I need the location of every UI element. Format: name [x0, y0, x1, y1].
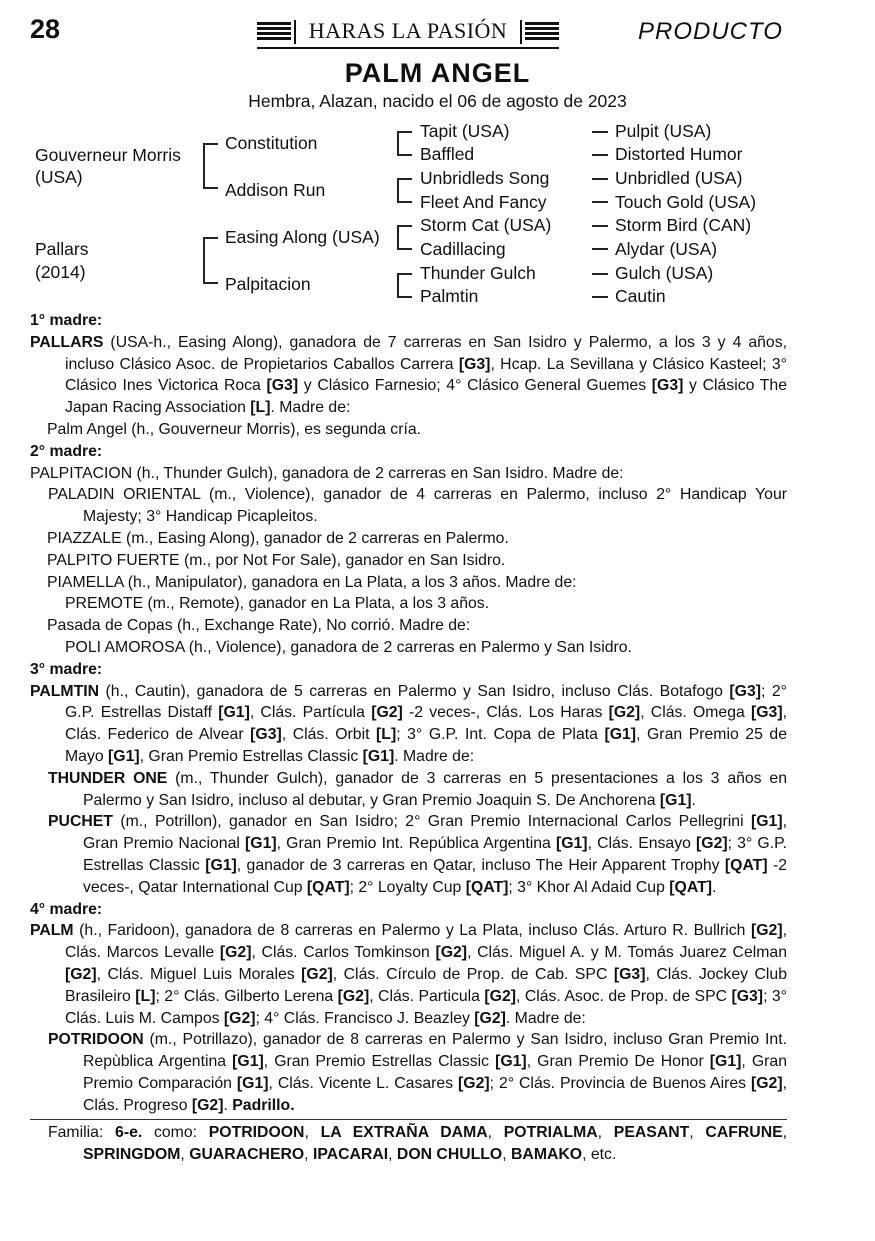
produce-record: [30, 310, 787, 1166]
paragraph-premote: PREMOTE (m., Remote), ganador en La Plata, a los 3 años.: [65, 595, 490, 613]
paragraph-palmtin: PALMTIN (h., Cautin), ganadora de 5 carreras en Palermo y San Isidro, incluso Clás. Botafogo [G3]; 2° G.P. Estrellas Distaff [G1], Clás. Partícula [G2] -2 veces-, Clás. Los Haras [G2], Clás. Omega [G3], Clás. Federico de Alvear [G3], Clás. Orbit [L]; 3° G.P. Int. Copa de Plata [G1], Gran Premio 25 de Mayo [G1], Gran Premio Estrellas Classic [G1]. Madre de:: [30, 682, 787, 765]
paragraph-paladin-oriental: PALADIN ORIENTAL (m., Violence), ganador de 4 carreras en Palermo, incluso 2° Handicap Your Majesty; 3° Handicap Picapleitos.: [48, 486, 787, 526]
paragraph-thunder-one: THUNDER ONE (m., Thunder Gulch), ganador de 3 carreras en 5 presentaciones a los 3 años en Palermo y San Isidro, incluso al debutar, y Gran Premio Joaquin S. De Anchorena [G1].: [48, 769, 787, 809]
page-number: 28: [30, 14, 61, 44]
paragraph-piazzale: PIAZZALE (m., Easing Along), ganador de 2 carreras en Palermo.: [47, 529, 509, 547]
horse-description: Hembra, Alazan, nacido el 06 de agosto de 2023: [248, 91, 627, 111]
pedigree-gen2-3: Easing Along (USA): [225, 227, 380, 247]
divider: [30, 1119, 787, 1120]
logo-text: HARAS LA PASIÓN: [308, 18, 508, 43]
pedigree-gen2-4: Palpitacion: [225, 274, 311, 294]
section-label: PRODUCTO: [638, 18, 783, 45]
haras-logo: [257, 18, 559, 48]
heading-2-madre: 2° madre:: [30, 442, 103, 460]
pedigree-gen4-3: Unbridled (USA): [615, 168, 743, 188]
sire-origin: (USA): [35, 167, 83, 187]
paragraph-piamella: PIAMELLA (h., Manipulator), ganadora en La Plata, a los 3 años. Madre de:: [47, 573, 577, 591]
dam-name: Pallars: [35, 239, 89, 259]
heading-4-madre: 4° madre:: [30, 900, 103, 918]
pedigree-gen3-3: Unbridleds Song: [420, 168, 550, 188]
paragraph-palpito-fuerte: PALPITO FUERTE (m., por Not For Sale), ganador en San Isidro.: [47, 551, 506, 569]
paragraph-palm-angel: Palm Angel (h., Gouverneur Morris), es segunda cría.: [47, 420, 422, 438]
paragraph-palm: PALM (h., Faridoon), ganadora de 8 carreras en Palermo y La Plata, incluso Clás. Arturo R. Bullrich [G2], Clás. Marcos Levalle [G2], Clás. Carlos Tomkinson [G2], Clás. Miguel A. y M. Tomás Juarez Celman [G2], Clás. Miguel Luis Morales [G2], Clás. Círculo de Prop. de Cab. SPC [G3], Clás. Jockey Club Brasileiro [L]; 2° Clás. Gilberto Lerena [G2], Clás. Particula [G2], Clás. Asoc. de Prop. de SPC [G3]; 3° Clás. Luis M. Campos [G2]; 4° Clás. Francisco J. Beazley [G2]. Madre de:: [30, 922, 787, 1027]
pedigree-gen3-8: Palmtin: [420, 286, 479, 306]
paragraph-palpitacion: PALPITACION (h., Thunder Gulch), ganadora de 2 carreras en San Isidro. Madre de:: [30, 464, 624, 482]
pedigree-gen2-1: Constitution: [225, 133, 318, 153]
paragraph-puchet: PUCHET (m., Potrillon), ganador en San Isidro; 2° Gran Premio Internacional Carlos Pellegrini [G1], Gran Premio Nacional [G1], Gran Premio Int. República Argentina [G1], Clás. Ensayo [G2]; 3° G.P. Estrellas Classic [G1], ganador de 3 carreras en Qatar, incluso The Heir Apparent Trophy [QAT] -2 veces-, Qatar International Cup [QAT]; 2° Loyalty Cup [QAT]; 3° Khor Al Adaid Cup [QAT].: [48, 813, 787, 896]
horse-name: PALM ANGEL: [344, 58, 531, 88]
pedigree-gen3-7: Thunder Gulch: [420, 263, 536, 283]
pedigree-gen3-1: Tapit (USA): [420, 121, 510, 141]
sire-name: Gouverneur Morris: [35, 145, 181, 165]
pedigree-gen3-2: Baffled: [420, 144, 475, 164]
pedigree-gen3-6: Cadillacing: [420, 239, 506, 259]
paragraph-pallars: PALLARS (USA-h., Easing Along), ganadora de 7 carreras en San Isidro y Palermo, a los 3 y 4 años, incluso Clásico Asoc. de Propietarios Caballos Carrera [G3], Hcap. La Sevillana y Clásico Kasteel; 3° Clásico Ines Victorica Roca [G3] y Clásico Farnesio; 4° Clásico General Guemes [G3] y Clásico The Japan Racing Association [L]. Madre de:: [30, 333, 788, 417]
paragraph-poli-amorosa: POLI AMOROSA (h., Violence), ganadora de 2 carreras en Palermo y San Isidro.: [65, 638, 632, 656]
pedigree-gen4-2: Distorted Humor: [615, 144, 743, 164]
heading-1-madre: 1° madre:: [30, 312, 103, 329]
pedigree-gen3-4: Fleet And Fancy: [420, 192, 547, 212]
pedigree-gen4-8: Cautin: [615, 286, 666, 306]
dam-year: (2014): [35, 262, 86, 282]
pedigree-gen4-4: Touch Gold (USA): [615, 192, 757, 212]
paragraph-pasada-de-copas: Pasada de Copas (h., Exchange Rate), No corrió. Madre de:: [47, 617, 471, 635]
pedigree-gen2-2: Addison Run: [225, 180, 326, 200]
paragraph-potridoon: POTRIDOON (m., Potrillazo), ganador de 8 carreras en Palermo y San Isidro, incluso Gran Premio Int. Repùblica Argentina [G1], Gran Premio Estrellas Classic [G1], Gran Premio De Honor [G1], Gran Premio Comparación [G1], Clás. Vicente L. Casares [G2]; 2° Clás. Provincia de Buenos Aires [G2], Clás. Progreso [G2]. Padrillo.: [48, 1031, 787, 1114]
pedigree-gen3-5: Storm Cat (USA): [420, 215, 552, 235]
heading-3-madre: 3° madre:: [30, 660, 103, 678]
logo-bars-left-icon: [257, 22, 291, 42]
pedigree-gen4-7: Gulch (USA): [615, 263, 714, 283]
pedigree-gen4-5: Storm Bird (CAN): [615, 215, 752, 235]
paragraph-familia: Familia: 6-e. como: POTRIDOON, LA EXTRAÑA DAMA, POTRIALMA, PEASANT, CAFRUNE, SPRINGDOM, GUARACHERO, IPACARAI, DON CHULLO, BAMAKO, etc.: [48, 1124, 788, 1164]
logo-bars-right-icon: [525, 22, 559, 42]
pedigree-gen4-6: Alydar (USA): [615, 239, 718, 259]
pedigree-gen4-1: Pulpit (USA): [615, 121, 712, 141]
